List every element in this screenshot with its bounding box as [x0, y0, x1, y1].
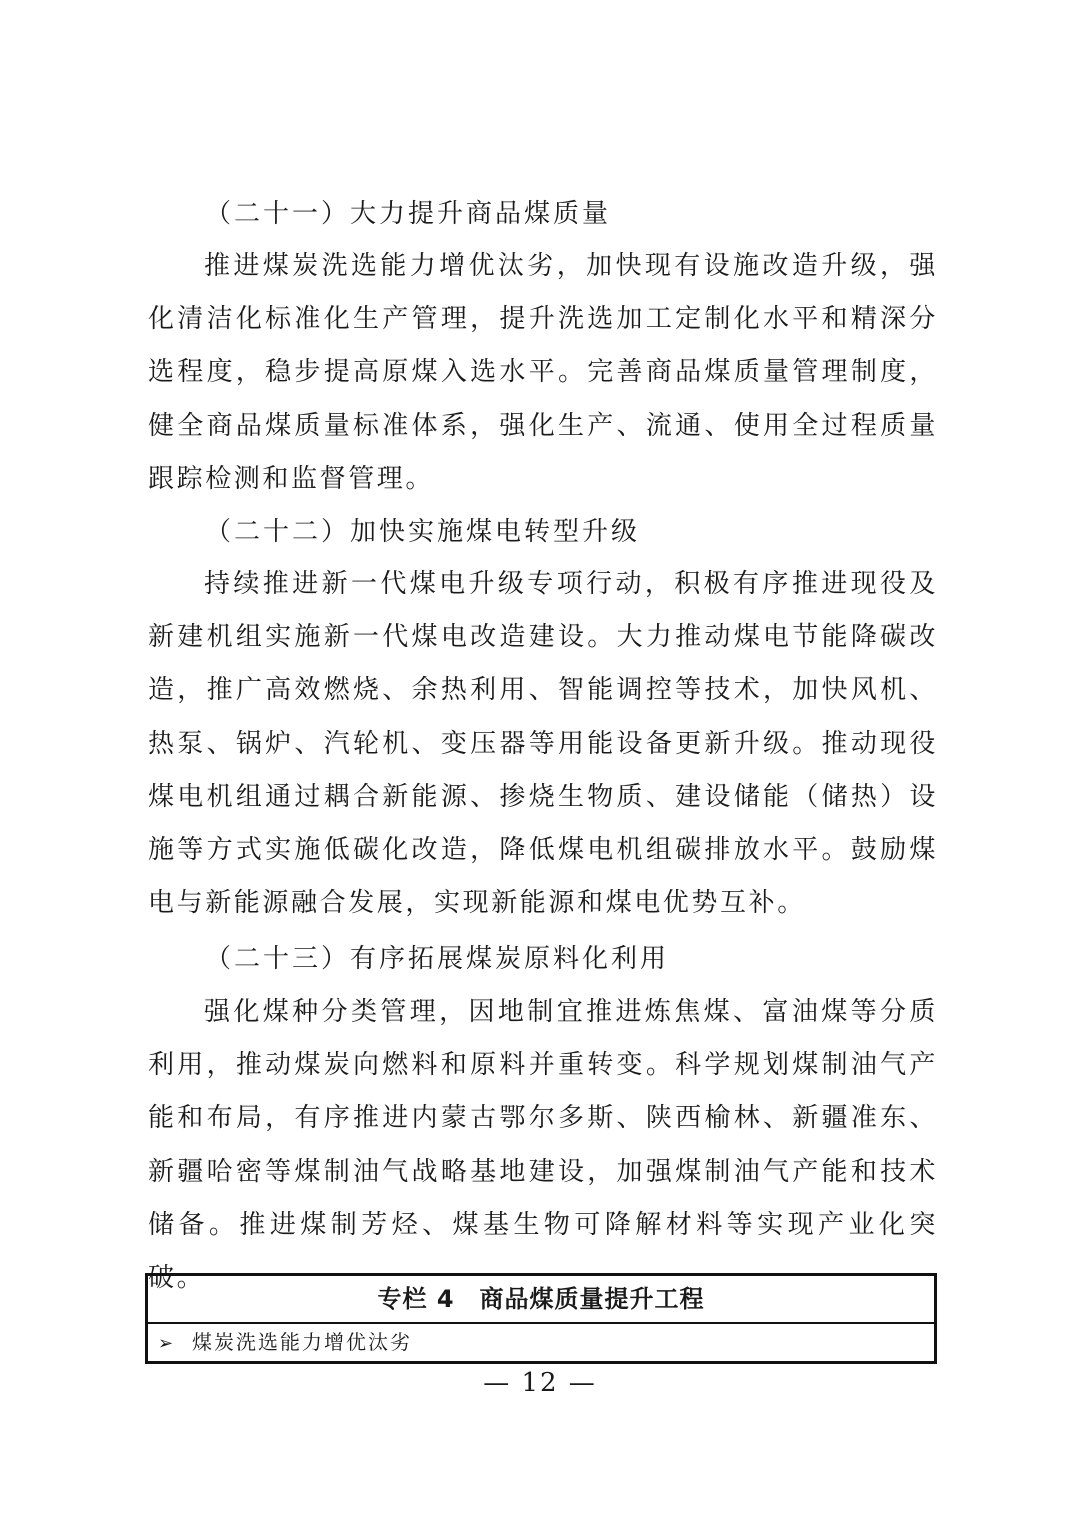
- section-heading-22: （二十二）加快实施煤电转型升级: [205, 517, 641, 547]
- column-box-title: 专栏 4 商品煤质量提升工程: [148, 1276, 934, 1324]
- section-body-22: 持续推进新一代煤电升级专项行动，积极有序推进现役及新建机组实施新一代煤电改造建设。大力推动煤电节能降碳改造，推广高效燃烧、余热利用、智能调控等技术，加快风机、热泵、锅炉、汽轮机、变压器等用能设备更新升级。推动现役煤电机组通过耦合新能源、掺烧生物质、建设储能（储热）设施等方式实施低碳化改造，降低煤电机组碳排放水平。鼓励煤电与新能源融合发展，实现新能源和煤电优势互补。: [148, 569, 938, 919]
- column-box: [145, 1273, 937, 1364]
- arrow-bullet-icon: ➢: [158, 1333, 176, 1354]
- section-heading-21: （二十一）大力提升商品煤质量: [205, 199, 612, 229]
- section-body-23: 强化煤种分类管理，因地制宜推进炼焦煤、富油煤等分质利用，推动煤炭向燃料和原料并重转变。科学规划煤制油气产能和布局，有序推进内蒙古鄂尔多斯、陕西榆林、新疆准东、新疆哈密等煤制油气战略基地建设，加强煤制油气产能和技术储备。推进煤制芳烃、煤基生物可降解材料等实现产业化突破。: [148, 997, 938, 1294]
- column-box-item-label: 煤炭洗选能力增优汰劣: [192, 1330, 412, 1354]
- section-body-21: 推进煤炭洗选能力增优汰劣，加快现有设施改造升级，强化清洁化标准化生产管理，提升洗选加工定制化水平和精深分选程度，稳步提高原煤入选水平。完善商品煤质量管理制度，健全商品煤质量标准体系，强化生产、流通、使用全过程质量跟踪检测和监督管理。: [148, 251, 938, 494]
- column-box-item: [148, 1324, 934, 1361]
- section-heading-23: （二十三）有序拓展煤炭原料化利用: [205, 944, 670, 974]
- page-number: — 12 —: [483, 1368, 597, 1398]
